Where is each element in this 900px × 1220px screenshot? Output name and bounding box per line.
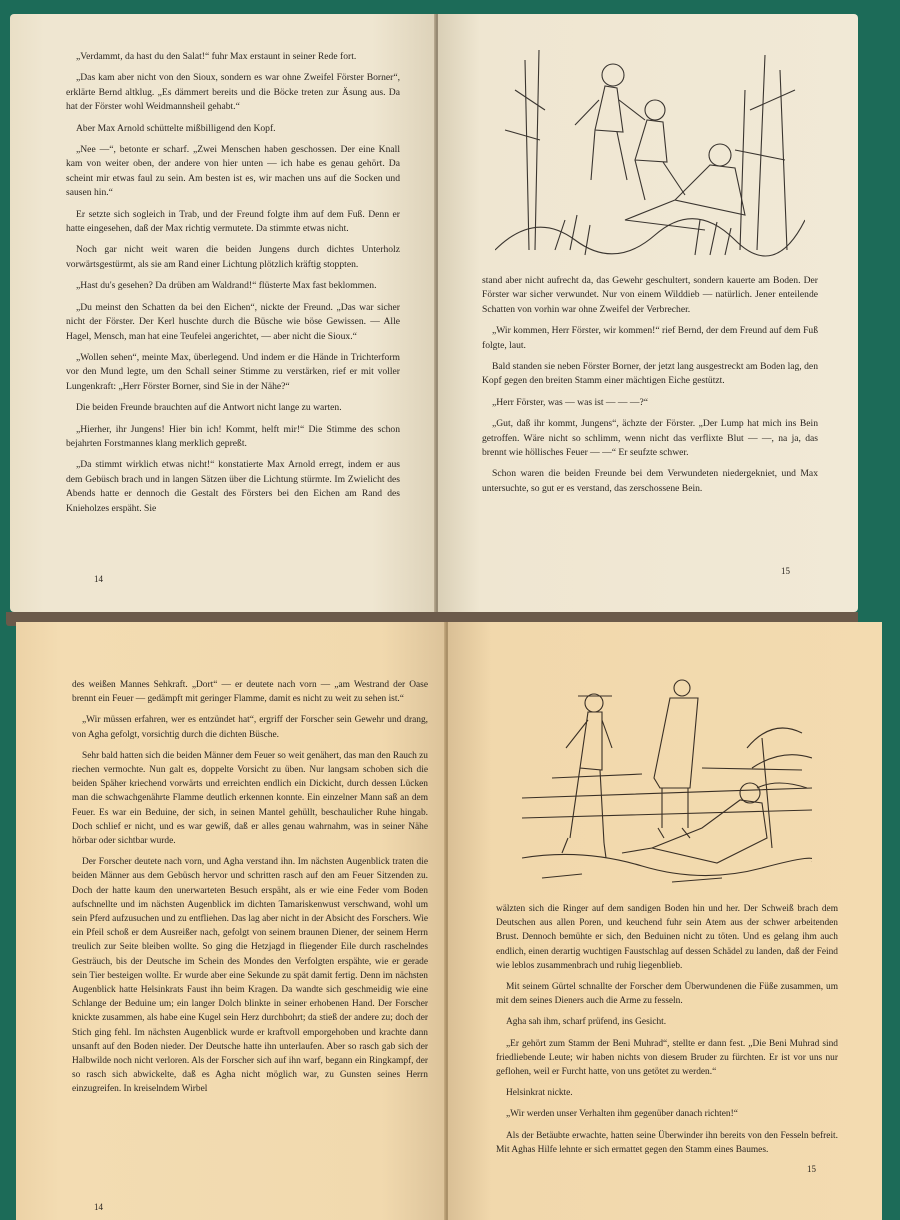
paragraph: Als der Betäubte erwachte, hatten seine Überwinder ihn bereits von den Fesseln befreit. Mit Aghas Hilfe lehnte er sich ermattet gegen den Stamm eines Baumes.	[496, 1130, 838, 1155]
paragraph: Agha sah ihm, scharf prüfend, ins Gesicht.	[506, 1017, 667, 1028]
paragraph: Noch gar nicht weit waren die beiden Jungens durch dichtes Unterholz vorwärtsgestürmt, als sie am Rand einer Lichtung plötzlich kräftig stoppten.	[66, 244, 400, 270]
paragraph: Helsinkrat nickte.	[506, 1088, 573, 1099]
paragraph: „Das kam aber nicht von den Sioux, sondern es war ohne Zweifel Förster Borner“, erklärte Bernd altklug. „Es dämmert bereits und die Böcke treten zur Äsung aus. Da hat der Förster wohl Weidmannsheil gehabt.“	[66, 72, 400, 113]
paragraph: Sehr bald hatten sich die beiden Männer dem Feuer so weit genähert, das man den Rauch zu riechen vermochte. Nun galt es, doppelte Vorsicht zu üben. Nur langsam schoben sich die beiden Späher kriechend vorwärts und erreichten endlich ein Dickicht, durch dessen Lücken man die schwachgenährte Flamme deutlich erkennen konnte. Ein einzelner Mann saß an dem Feuer. Es war ein Beduine, der sich, in seinen Mantel gehüllt, beschaulicher Ruhe hingab. Doch schlief er nicht, und es war gewiß, daß er alles genau wahrnahm, was in seiner Nähe hörbar oder sichtbar wurde.	[72, 750, 428, 847]
paragraph: „Wir werden unser Verhalten ihm gegenüber danach richten!“	[506, 1109, 738, 1120]
paragraph: „Du meinst den Schatten da bei den Eichen“, nickte der Freund. „Das war sicher nicht der Förster. Der Kerl huschte durch die Büsche wie böse Gewissen. — Alle Hagel, Mensch, man hat eine Teufelei angerichtet, — aber nicht die Sioux.“	[66, 301, 400, 342]
paragraph: Er setzte sich sogleich in Trab, und der Freund folgte ihm auf dem Fuß. Denn er hatte eingesehen, daß der Max richtig vermutete. Da stimmte etwas nicht.	[66, 208, 400, 235]
paragraph: „Nee —“, betonte er scharf. „Zwei Menschen haben geschossen. Der eine Knall kam von weiter oben, der andere von hier unten — ich habe es genau gehört. Da scheint mir etwas faul zu sein. Am besten ist es, wir machen uns auf die Socken und sausen hin.“	[66, 144, 400, 199]
book-bottom-left-text	[72, 678, 428, 1097]
paragraph: wälzten sich die Ringer auf dem sandigen Boden hin und her. Der Schweiß brach dem Deutschen aus allen Poren, und keuchend fuhr sein Atem aus der schwer arbeitenden Brust. Dennoch bemühte er sich, den Beduinen nicht zu töten. Und es gelang ihm auch endlich, einen derartig wuchtigen Faustschlag auf dessen Schädel zu landen, daß der Feind wie leblos zusammenbrach und ruhig liegenblieb.	[496, 904, 838, 971]
desert-illustration	[522, 678, 812, 888]
paragraph: des weißen Mannes Sehkraft. „Dort“ — er deutete nach vorn — „am Westrand der Oase brennt ein Feuer — gedämpft mit geringer Flamme, damit es nicht zu weit zu sehen ist.“	[72, 680, 428, 705]
page-number: 14	[94, 574, 103, 584]
page-number: 15	[807, 1164, 816, 1174]
forest-illustration	[495, 50, 805, 260]
paragraph: Die beiden Freunde brauchten auf die Antwort nicht lange zu warten.	[76, 402, 342, 414]
paragraph: „Hast du's gesehen? Da drüben am Waldrand!“ flüsterte Max fast beklommen.	[76, 280, 377, 292]
paragraph: Mit seinem Gürtel schnallte der Forscher dem Überwundenen die Füße zusammen, um mit dem seines Dieners auch die Arme zu fesseln.	[496, 982, 838, 1007]
book-bottom-right-text	[496, 902, 838, 1157]
book-top-right-text	[482, 274, 818, 496]
page-number: 15	[781, 566, 790, 576]
book-bottom-left-page	[16, 622, 446, 1220]
page-number: 14	[94, 1202, 103, 1212]
paragraph: „Er gehört zum Stamm der Beni Muhrad“, stellte er dann fest. „Die Beni Muhrad sind friedliebende Leute; wir haben nichts von diesem Bruder zu fürchten. Er ist vor uns nur geflohen, weil er Furcht hatte, von uns getötet zu werden.“	[496, 1038, 838, 1078]
paragraph: „Verdammt, da hast du den Salat!“ fuhr Max erstaunt in seiner Rede fort.	[76, 51, 357, 62]
paragraph: „Wollen sehen“, meinte Max, überlegend. Und indem er die Hände in Trichterform vor den Mund legte, um den Schall seiner Stimme zu verstärken, rief er mit voller Lungenkraft: „Herr Förster Borner, sind Sie in der Nähe?“	[66, 351, 400, 392]
paragraph: stand aber nicht aufrecht da, das Gewehr geschultert, sondern kauerte am Boden. Der Förster war sicher verwundet. Nur von einem Wilddieb — natürlich. Jener enteilende Schatten von vorhin war ohne Zweifel der Verbrecher.	[482, 275, 818, 315]
paragraph: „Wir müssen erfahren, wer es entzündet hat“, ergriff der Forscher sein Gewehr und drang, von Agha gefolgt, vorsichtig durch die dichten Büsche.	[72, 715, 428, 740]
book-top-left-text	[66, 50, 400, 516]
paragraph: Aber Max Arnold schüttelte mißbilligend den Kopf.	[76, 122, 276, 134]
book-top-right-page	[438, 14, 858, 612]
paragraph: Der Forscher deutete nach vorn, und Agha verstand ihn. Im nächsten Augenblick traten die beiden Männer aus dem Gebüsch hervor und schritten rasch auf den am Feuer Sitzenden zu. Doch der hatte kaum den unerwarteten Besuch erspäht, als er wie eine Feder vom Boden aufschnellte und im nächsten Augenblick im dichten Tamariskenwust verschwand, wohl um sein Pferd aufzusuchen und zu entfliehen. Das lag aber nicht in der Absicht des Forschers. Wie ein Pfeil schoß er dem Ausreißer nach, gefolgt von seinem braunen Diener, der seinem Herrn treulich zur Seite bleiben wollte. So ging die Hetzjagd in fliegender Eile durch raschelndes Gesträuch, bis der Deutsche im Schein des Mondes den Verfolgten erspähte, wie er gerade sein Tier besteigen wollte. Er wurde aber eine Sekunde zu spät damit fertig. Denn im nächsten Augenblick hatte Helsinkrats Faust ihn beim Kragen. Da wandte sich geschmeidig wie eine Schlange der Beduine um; ein langer Dolch blinkte in seiner erhobenen Hand. Der Forscher knickte zusammen, als habe eine Kugel sein Herz durchbohrt; da stieß der andere zu; doch der Stich ging fehl. Im nächsten Augenblick wurde er kraftvoll emporgehoben und krachte dann unsanft auf den Boden nieder. Der Deutsche hatte ihn unterlaufen. Aber so rasch gab sich der Halbwilde noch nicht verloren. Als der Forscher sich auf ihn warf, begann ein Ringkampf, der so rasch sich abwickelte, daß es Agha nicht möglich war, zu Gunsten seines Herrn einzugreifen. In kreiselndem Wirbel	[72, 857, 428, 1095]
paragraph: Bald standen sie neben Förster Borner, der jetzt lang ausgestreckt am Boden lag, den Kopf gegen den breiten Stamm einer mächtigen Eiche gestützt.	[482, 361, 818, 387]
book-bottom	[16, 622, 882, 1220]
paragraph: Schon waren die beiden Freunde bei dem Verwundeten niedergekniet, und Max untersuchte, so gut er es verstand, das zerschossene Bein.	[482, 468, 818, 494]
book-bottom-right-page	[448, 622, 882, 1220]
book-top	[6, 14, 858, 626]
paragraph: „Da stimmt wirklich etwas nicht!“ konstatierte Max Arnold erregt, indem er aus dem Gebüsch brach und in langen Sätzen über die Lichtung stürmte. Im Zwielicht des Abends hatte er dennoch die Gestalt des Försters bei den Eichen am Rand des Knieholzes erspäht. Sie	[66, 459, 400, 514]
paragraph: „Hierher, ihr Jungens! Hier bin ich! Kommt, helft mir!“ Die Stimme des schon bejahrten Forstmannes klang merklich gepreßt.	[66, 423, 400, 449]
book-top-left-page	[10, 14, 436, 612]
paragraph: „Wir kommen, Herr Förster, wir kommen!“ rief Bernd, der dem Freund auf dem Fuß folgte, laut.	[482, 325, 818, 351]
paragraph: „Gut, daß ihr kommt, Jungens“, ächzte der Förster. „Der Lump hat mich ins Bein getroffen. Wäre nicht so schlimm, wenn nicht das verflixte Blut — —, na ja, das brennt wie höllisches Feuer — —“ Er seufzte schwer.	[482, 418, 818, 459]
paragraph: „Herr Förster, was — was ist — — —?“	[492, 396, 649, 408]
